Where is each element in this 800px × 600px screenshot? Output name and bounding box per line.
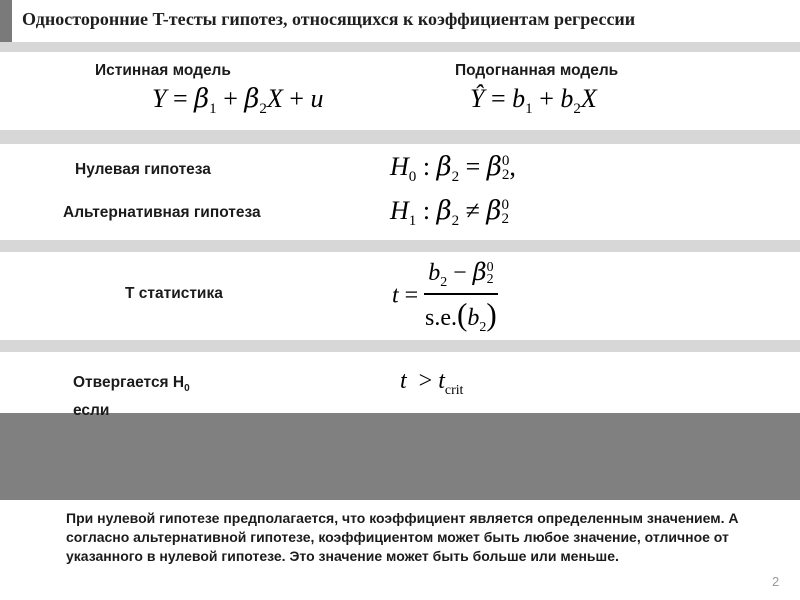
reject-label: Отвергается $H_0$ если (73, 374, 190, 420)
fitted-model-equation: Ŷ = $b_1 + b_2X$ (470, 84, 597, 118)
t-stat-equation: t = $b_2 - \beta$ 0 2 $s.e.(b_2)$ (392, 258, 497, 335)
true-model-label: Истинная модель (95, 62, 231, 79)
page-number: 2 (772, 574, 780, 589)
slide-title: Односторонние T-тесты гипотез, относящихся к коэффициентам регрессии (22, 9, 636, 29)
gray-block (0, 413, 800, 500)
true-model-equation: $Y = \beta_1 + \beta_2X + u$ (152, 84, 324, 118)
explanation-note: При нулевой гипотезе предполагается, что коэффициент является определенным значением. А согласно альтернативной гипотезе, коэффициентом может быть любое значение, отличное от указанного в нулевой гипотезе. Это значение может быть больше или меньше. (66, 510, 739, 564)
band-2 (0, 130, 800, 144)
title-bar (0, 0, 800, 42)
band-3 (0, 240, 800, 252)
t-stat-numerator: $b_2 - \beta$ 0 2 (424, 258, 497, 295)
fitted-model-label: Подогнанная модель (455, 62, 619, 79)
band-1 (0, 42, 800, 52)
alt-hypothesis-equation: $H_1$ : $\beta_2 \ne \beta$ 0 2 (390, 196, 509, 230)
null-hypothesis-equation: $H_0$ : $\beta_2 = \beta$ 0 2 , (390, 152, 516, 186)
null-hypothesis-label: Нулевая гипотеза (75, 161, 211, 178)
alt-hypothesis-label: Альтернативная гипотеза (63, 204, 261, 221)
t-stat-denominator: $s.e.(b_2)$ (425, 296, 497, 335)
reject-condition: $t > t_{crit}$ (400, 368, 464, 398)
t-stat-label: T статистика (125, 285, 223, 302)
title-accent (0, 0, 12, 42)
band-4 (0, 340, 800, 352)
t-stat-fraction (424, 258, 497, 336)
